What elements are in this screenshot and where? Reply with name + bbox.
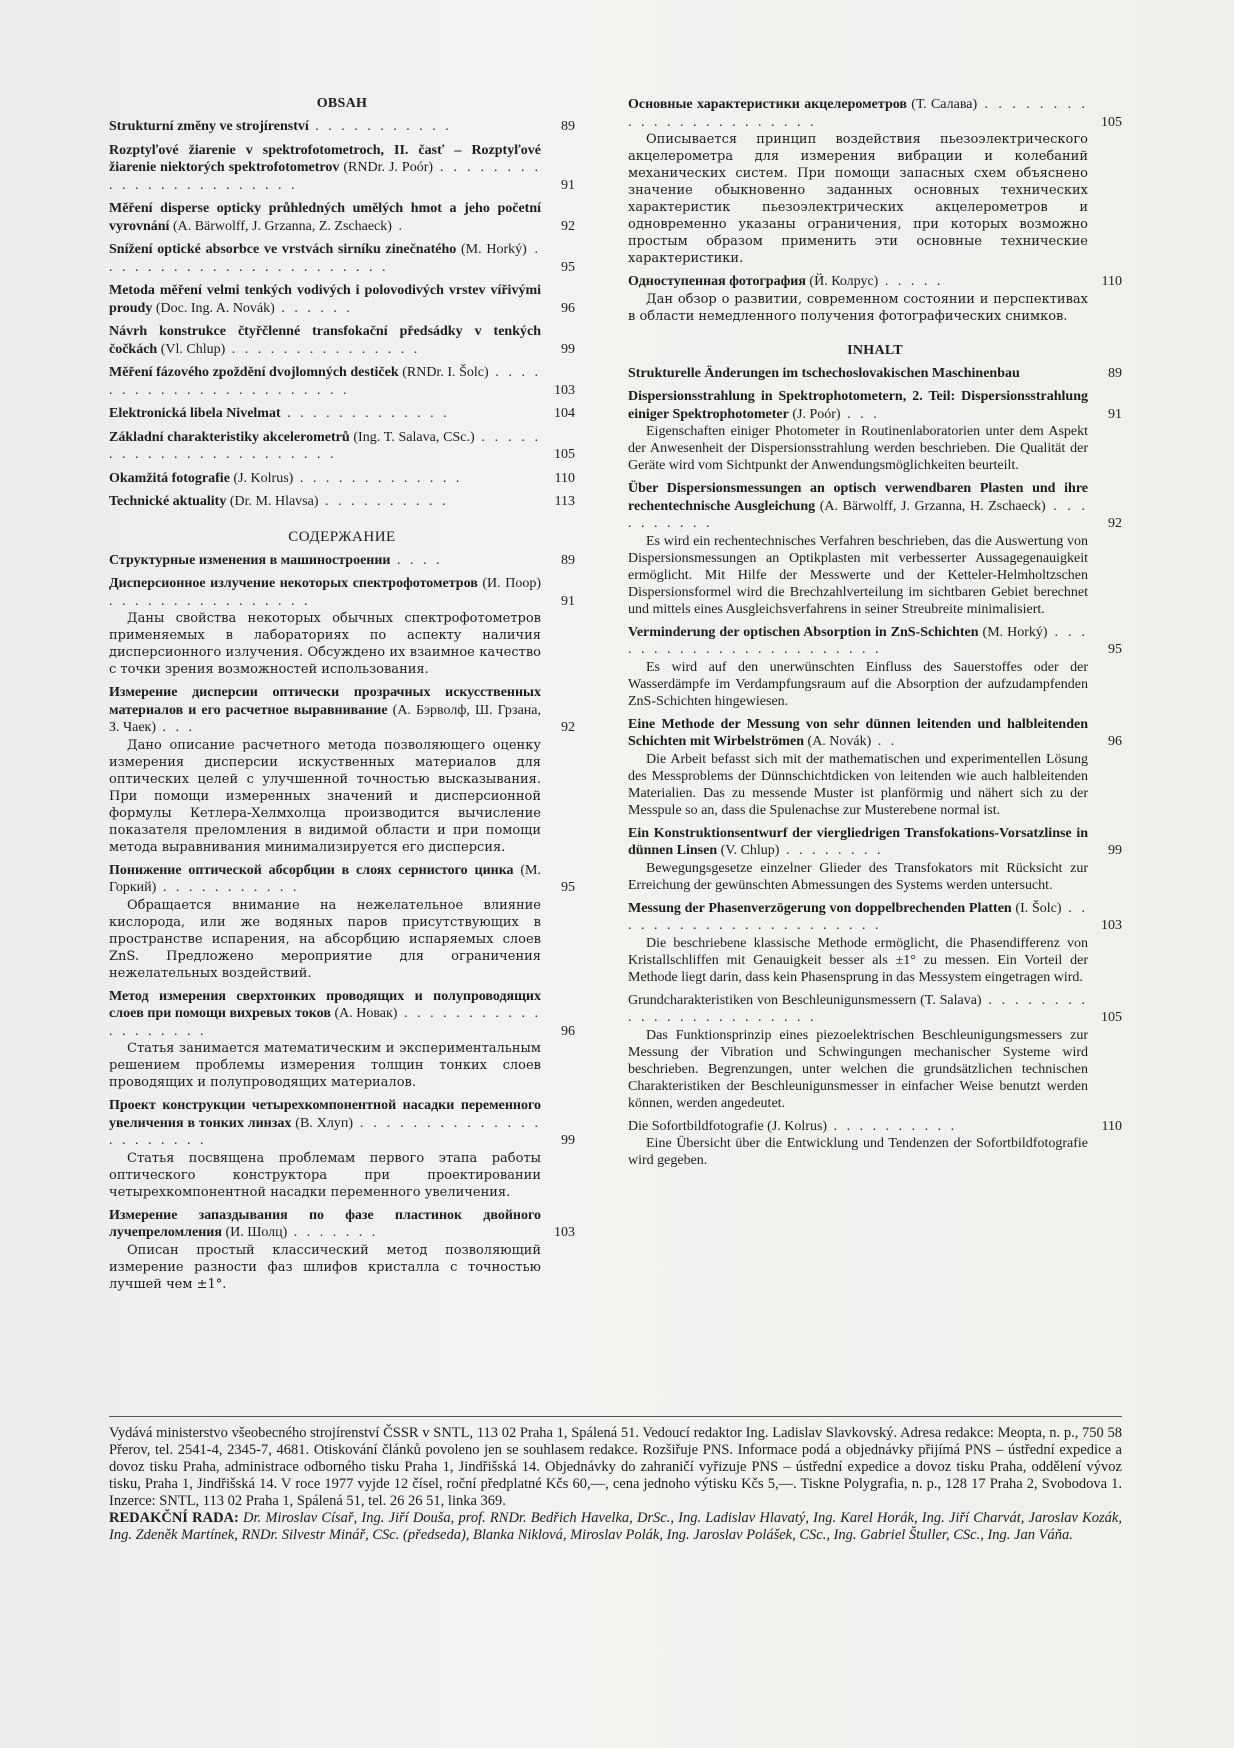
toc-page-number: 89 <box>1108 365 1122 381</box>
toc-entry-line <box>109 862 575 897</box>
editorial-board-members: Dr. Miroslav Císař, Ing. Jiří Douša, prof. RNDr. Bedřich Havelka, DrSc., Ing. Ladislav Hlavatý, Ing. Karel Horák, Ing. Jiří Charvát, Jaroslav Kozák, Ing. Zdeněk Martínek, RNDr. Silvestr Minář, CSc. (předseda), Blanka Niklová, Miroslav Polák, Ing. Jaroslav Polášek, CSc., Ing. Gabriel Štuller, CSc., Ing. Jan Váňa. <box>109 1510 1122 1543</box>
toc-entry <box>628 992 1122 1112</box>
toc-page-number: 105 <box>554 447 575 462</box>
toc-entry-abstract: Eine Übersicht über die Entwicklung und Tendenzen der Sofortbildfotografie wird gegeben. <box>628 1136 1088 1168</box>
toc-entry-title <box>109 364 541 399</box>
toc-leader-dots: . . . <box>156 720 196 735</box>
toc-page-number: 103 <box>1101 918 1122 933</box>
toc-entry-author: (А. Бэрволф, Ш. Грзана, З. Чаек) <box>109 702 541 735</box>
toc-leader-dots: . . . . . . . <box>287 1225 379 1240</box>
toc-page-number: 91 <box>561 593 575 609</box>
toc-entry-author: (A. Novák) <box>804 734 872 749</box>
toc-entry-bold-title: Über Dispersionsmessungen an optisch verwendbaren Plasten und ihre rechentechnische Ausgleichung <box>628 481 1088 514</box>
toc-entry <box>628 480 1122 618</box>
toc-entry <box>109 988 575 1092</box>
toc-entry-bold-title: Návrh konstrukce čtyřčlenné transfokační předsádky v tenkých čočkách <box>109 324 541 357</box>
toc-leader-dots: . . . . . . . . . . . . . . . <box>225 341 421 357</box>
toc-entry <box>109 429 575 464</box>
toc-entry-title <box>109 241 541 276</box>
toc-leader-dots: . . . . . . . . . . . . . . . . . . . . . . <box>109 1115 542 1148</box>
toc-entry-bold-title: Метод измерения сверхтонких проводящих и полупроводящих слоев при помощи вихревых токов <box>109 988 541 1021</box>
toc-leader-dots: . . . . . . . . . . . . . . . . . . . . . . <box>628 900 1089 933</box>
toc-entry-bold-title: Okamžitá fotografie <box>109 470 230 486</box>
toc-entry-author: (J. Kolrus) <box>229 470 294 486</box>
toc-leader-dots: . . . . . . . . . . . . . . . . . . . . . . . <box>628 624 1089 657</box>
toc-entry-bold-title: Strukturní změny ve strojírenství <box>109 119 309 134</box>
toc-entry-line <box>109 493 575 511</box>
toc-entry-title <box>109 429 541 464</box>
toc-entry-title <box>109 988 541 1041</box>
toc-entry-author: (И. Поор) <box>477 576 541 591</box>
toc-entry-author: (I. Šolc) <box>1011 900 1062 916</box>
toc-entry <box>109 241 575 276</box>
toc-leader-dots: . <box>391 218 405 234</box>
toc-entry-title <box>628 900 1088 935</box>
toc-entry-title <box>109 200 541 235</box>
toc-entry-title <box>109 684 541 737</box>
toc-leader-dots: . . <box>871 734 898 749</box>
toc-leader-dots: . . . . . . . . . . . . . . . . . . . . . . . <box>109 365 542 398</box>
toc-entry-line <box>109 200 575 235</box>
toc-entry <box>109 118 575 136</box>
toc-leader-dots: . . . . . . . . . . . <box>308 119 452 134</box>
toc-entry-title <box>109 575 541 610</box>
toc-entry-line <box>109 118 575 136</box>
toc-entry-author: (RNDr. I. Šolc) <box>398 365 489 380</box>
toc-page-number: 105 <box>1101 114 1122 130</box>
toc-entry-bold-title: Snížení optické absorbce ve vrstvách sirníku zinečnatého <box>109 242 457 257</box>
toc-entry <box>109 684 575 856</box>
toc-entry-line <box>109 1207 575 1242</box>
toc-entry-line <box>109 1097 575 1150</box>
toc-leader-dots: . . . . . . . . . . . <box>156 880 300 895</box>
toc-entry-author: (M. Horký) <box>456 242 527 257</box>
toc-page-number: 110 <box>1101 274 1122 289</box>
toc-leader-dots: . . . . . . . . . . . . . . . . <box>109 593 311 609</box>
toc-entry-line <box>109 429 575 464</box>
soderzhanie-continued-list <box>628 96 1122 325</box>
toc-leader-dots: . . . . . . . . . . . . . <box>293 470 463 486</box>
toc-leader-dots: . . . . . . . . . . . . . . . . . . . <box>109 1006 541 1039</box>
toc-entry-title <box>628 992 1088 1027</box>
toc-entry-abstract: Описывается принцип воздействия пьезоэлектрического акцелерометра для измерения вибрации и колебаний механических систем. При помощи запасных схем объяснено значение обыкновенно заданных основных технических характеристик пьезоэлектрических акцелерометров и одновременно указаны ограничения, при которых возможно простым образом применить эти основные технические характеристики. <box>628 132 1088 266</box>
toc-leader-dots: . . . . . . . . . . <box>318 494 449 509</box>
toc-entry-bold-title: Měření fázového zpoždění dvojlomných destiček <box>109 365 399 380</box>
right-column <box>628 96 1122 1175</box>
toc-entry-title <box>628 388 1088 423</box>
editorial-board <box>109 1510 1122 1544</box>
toc-entry-abstract: Eigenschaften einiger Photometer in Routinenlaboratorien unter dem Aspekt der Anwesenheit der Dispersionsstrahlung werden beschrieben. Die Qualität der Geräte wird vom Sichtpunkt der Anwendungsmöglichkeiten beurteilt. <box>628 424 1088 473</box>
toc-page-number: 95 <box>561 880 575 895</box>
toc-entry-bold-title: Структурные изменения в машиностроении <box>109 552 391 568</box>
toc-entry <box>628 273 1122 325</box>
toc-page-number: 96 <box>561 1023 575 1039</box>
toc-entry-author: (М. Горкий) <box>109 862 541 895</box>
toc-entry <box>109 405 575 423</box>
toc-entry-bold-title: Измерение дисперсии оптически прозрачных искусственных материалов и его расчетное выравнивание <box>109 685 541 718</box>
toc-entry-bold-title: Messung der Phasenverzögerung von doppelbrechenden Platten <box>628 900 1012 916</box>
toc-entry-abstract: Описан простый классический метод позволяющий измерение разности фаз шлифов кристалла с точностью лучшей чем ±1°. <box>109 1242 541 1292</box>
toc-entry-author: (V. Chlup) <box>717 843 780 858</box>
toc-entry-bold-title: Měření disperse opticky průhledných umělých hmot a jeho početní vyrovnání <box>109 201 541 234</box>
toc-page-number: 92 <box>1108 516 1122 531</box>
toc-entry-abstract: Es wird ein rechentechnisches Verfahren beschrieben, das die Auswertung von Dispersionsmessungen an Optikplasten mit verbesserter Aussagegenauigkeit ermöglicht. Mit Hilfe der Messwerte und der Ketteler-Helmholtzschen Dispersionsformel wird die Brechzahlverteilung im sichtbaren Gebiet berechnet und mittels eines Ausgleichsverfahrens in seiner Streubreite minimalisiert. <box>628 533 1088 617</box>
toc-entry-line <box>628 96 1122 131</box>
toc-entry-abstract: Обращается внимание на нежелательное влияние кислорода, или же водяных паров присутствующих в пространстве испарения, на абсорбцию испаряемых слоев ZnS. Предложено мероприятие для ограничения нежелательных воздействий. <box>109 897 541 981</box>
toc-entry-line <box>109 364 575 399</box>
toc-entry <box>109 1097 575 1201</box>
toc-entry-line <box>628 900 1122 935</box>
toc-entry <box>628 900 1122 986</box>
imprint <box>109 1425 1122 1544</box>
toc-entry-author: Grundcharakteristiken von Beschleunigunsmessern (T. Salava) <box>628 992 982 1008</box>
toc-entry <box>628 96 1122 267</box>
toc-entry <box>628 388 1122 474</box>
editorial-board-label: REDAKČNÍ RADA: <box>109 1510 239 1526</box>
toc-entry-bold-title: Technické aktuality <box>109 494 227 509</box>
toc-entry-title <box>109 282 541 317</box>
toc-entry-line <box>109 470 575 488</box>
toc-page-number: 105 <box>1101 1010 1122 1025</box>
toc-entry-author: (Й. Колрус) <box>805 274 879 289</box>
toc-entry <box>628 825 1122 894</box>
toc-entry-line <box>628 992 1122 1027</box>
toc-entry-abstract: Дано описание расчетного метода позволяющего оценку измерения дисперсии искуственных материалов для оптических целей с улучшенной точностью высказывания. При помощи измеренных значений и дисперсионной формулы Кетлера-Хелмхолца производится вычисление показателя преломления в видимой области и при помощи метода выравнивания минимализируется его дисперсия. <box>109 737 541 855</box>
left-column <box>109 96 575 1299</box>
toc-entry-line <box>109 323 575 358</box>
toc-entry-abstract: Статья занимается математическим и экспериментальным решением проблемы измерения толщин тонких слоев проводящих и полупроводящих материалов. <box>109 1041 541 1090</box>
toc-entry-title <box>628 624 1088 659</box>
toc-entry <box>109 552 575 570</box>
toc-entry <box>628 365 1122 383</box>
toc-entry-line <box>628 1118 1122 1136</box>
toc-entry-abstract: Даны свойства некоторых обычных спектрофотометров применяемых в лабораториях по аспекту наличия дисперсионного излучения. Обсуждено их взаимное качество с точки зрения возможностей использования. <box>109 611 541 677</box>
toc-page-number: 104 <box>554 406 575 421</box>
toc-entry-author: (Vl. Chlup) <box>157 341 226 357</box>
toc-leader-dots: . . . . . . . . . . . . . . . . . . . . . . . <box>628 97 1088 130</box>
toc-entry-abstract: Статья посвящена проблемам первого этапа работы оптического конструктора при проектировании четырехкомпонентной насадки переменного увеличения. <box>109 1150 541 1200</box>
toc-entry-bold-title: Проект конструкции четырехкомпонентной насадки переменного увеличения в тонких линзах <box>109 1098 541 1131</box>
toc-entry-bold-title: Metoda měření velmi tenkých vodivých i polovodivých vrstev vířivými proudy <box>109 283 541 316</box>
toc-leader-dots: . . . . . . . . . . <box>628 498 1088 531</box>
toc-entry-bold-title: Измерение запаздывания по фазе пластинок двойного лучепреломления <box>109 1207 541 1240</box>
toc-entry-line <box>109 282 575 317</box>
inhalt-list <box>628 365 1122 1170</box>
toc-page-number: 89 <box>561 119 575 134</box>
toc-entry-title <box>109 493 541 511</box>
toc-entry-title <box>109 142 541 195</box>
toc-page-number: 89 <box>561 552 575 568</box>
toc-entry-bold-title: Strukturelle Änderungen im tschechoslovakischen Maschinenbau <box>628 365 1020 381</box>
toc-entry-bold-title: Дисперсионное излучение некоторых спектрофотометров <box>109 576 478 591</box>
toc-entry-line <box>628 716 1122 751</box>
toc-entry-line <box>628 825 1122 860</box>
toc-entry-title <box>628 825 1088 860</box>
toc-entry-title <box>109 118 541 136</box>
toc-entry-author: (J. Poór) <box>788 406 841 422</box>
toc-entry-title <box>628 480 1088 533</box>
toc-page-number: 99 <box>561 341 575 357</box>
toc-page-number: 103 <box>554 1225 575 1240</box>
toc-entry <box>109 200 575 235</box>
toc-entry-bold-title: Verminderung der optischen Absorption in ZnS-Schichten <box>628 624 979 640</box>
toc-leader-dots: . . . . . . . . . . . . . . . . . . . . . . . <box>109 429 542 462</box>
toc-entry <box>628 1118 1122 1170</box>
toc-page-number: 92 <box>561 720 575 735</box>
toc-entry-author: (Dr. M. Hlavsa) <box>226 494 319 509</box>
toc-page-number: 110 <box>1101 1118 1122 1134</box>
toc-page-number: 91 <box>561 177 575 193</box>
publisher-info: Vydává ministerstvo všeobecného strojírenství ČSSR v SNTL, 113 02 Praha 1, Spálená 51. Vedoucí redaktor Ing. Ladislav Slavkovský. Adresa redakce: Meopta, n. p., 750 58 Přerov, tel. 2541-4, 2345-7, 4681. Otiskování článků povoleno jen se souhlasem redakce. Rozšiřuje PNS. Informace podá a objednávky přijímá PNS – ústřední expedice a dovoz tisku Praha, administrace odborného tisku Praha 1, Jindřišská 14. Objednávky do zahraničí vyřizuje PNS – ústřední expedice a dovoz tisku Praha, oddělení vývoz tisku, Praha 1, Jindřišská 14. V roce 1977 vyjde 12 čísel, roční předplatné Kčs 60,—, cena jednoho výtisku Kčs 5,—. Tiskne Polygrafia, n. p., 128 17 Praha 2, Svobodova 1. Inzerce: SNTL, 113 02 Praha 1, Spálená 51, tel. 26 26 51, linka 369. <box>109 1425 1122 1509</box>
toc-entry <box>109 575 575 678</box>
toc-entry-author: (A. Bärwolff, J. Grzanna, H. Zschaeck) <box>815 498 1046 514</box>
toc-entry-bold-title: Základní charakteristiky akcelerometrů <box>109 429 350 445</box>
toc-page-number: 113 <box>554 494 575 509</box>
toc-entry-author: (Ing. T. Salava, CSc.) <box>349 429 475 445</box>
toc-entry-author: (A. Bärwolff, J. Grzanna, Z. Zschaeck) <box>169 218 392 234</box>
toc-entry-title <box>628 273 1088 291</box>
toc-entry-line <box>628 388 1122 423</box>
footer-divider <box>109 1416 1122 1417</box>
inhalt-heading: INHALT <box>847 342 903 358</box>
toc-entry-title <box>628 1118 1088 1136</box>
toc-entry-bold-title: Eine Methode der Messung von sehr dünnen leitenden und halbleitenden Schichten mit Wirbelströmen <box>628 716 1088 749</box>
toc-leader-dots: . . . . . . . . . . . . . . . . . . . . . . . <box>109 242 542 275</box>
toc-entry-abstract: Die Arbeit befasst sich mit der mathematischen und experimentellen Lösung des Messproblems der Dünnschichtdicken von leitenden wie auch halbleitenden Materialien. Das zu messende Muster ist planförmig und nähert sich zu der Messpule so an, dass die Spulenachse zur Musterebene normal ist. <box>628 751 1088 818</box>
toc-entry-title <box>109 862 541 897</box>
toc-entry-bold-title: Rozptyľové žiarenie v spektrofotometroch, II. časť – Rozptyľové žiarenie niektorých spektrofotometrov <box>109 142 541 175</box>
toc-entry-line <box>109 142 575 195</box>
toc-entry-title <box>109 1207 541 1242</box>
toc-entry-line <box>109 988 575 1041</box>
toc-entry <box>109 862 575 982</box>
toc-entry-line <box>109 552 575 570</box>
toc-entry-abstract: Дан обзор о развитии, современном состоянии и перспективах в области немедленного получения фотографических снимков. <box>628 291 1088 324</box>
toc-entry-title <box>628 365 1088 383</box>
toc-entry <box>109 493 575 511</box>
obsah-heading: OBSAH <box>316 96 368 111</box>
toc-leader-dots: . . . . <box>390 552 443 568</box>
toc-page-number: 103 <box>554 382 575 398</box>
toc-entry-abstract: Das Funktionsprinzip eines piezoelektrischen Beschleunigungsmessers zur Messung der Vibration und Schwingungen mechanischer Systeme wird beschrieben. Begrenzungen, unter welchen die grundsätzlichen technischen Charakteristiken der Beschleunigunsmesser in einfacher Weise benutzt werden können, werden angedeutet. <box>628 1027 1088 1111</box>
toc-entry-bold-title: Одноступенная фотография <box>628 274 806 289</box>
toc-leader-dots: . . . <box>840 406 880 422</box>
toc-entry <box>109 323 575 358</box>
toc-entry-abstract: Es wird auf den unerwünschten Einfluss des Sauerstoffes oder der Wasserdämpfe im Verdampfungsraum auf die Absorption der aufzudampfenden ZnS-Schichten hingewiesen. <box>628 659 1088 709</box>
toc-page-number: 99 <box>1108 843 1122 858</box>
toc-leader-dots: . . . . . . <box>274 300 353 316</box>
toc-entry-line <box>628 480 1122 533</box>
toc-entry-title <box>628 96 1088 131</box>
toc-page-number: 95 <box>1108 642 1122 657</box>
toc-leader-dots: . . . . . . . . <box>779 843 884 858</box>
toc-page-number: 92 <box>561 218 575 234</box>
toc-page-number: 99 <box>561 1133 575 1148</box>
toc-entry <box>109 282 575 317</box>
toc-entry <box>628 624 1122 710</box>
toc-entry-bold-title: Elektronická libela Nivelmat <box>109 406 281 421</box>
toc-entry <box>109 1207 575 1293</box>
toc-entry-bold-title: Ein Konstruktionsentwurf der viergliedrigen Transfokations-Vorsatzlinse in dünnen Linsen <box>628 825 1088 858</box>
toc-entry-author: (Doc. Ing. A. Novák) <box>152 300 275 316</box>
toc-entry-title <box>628 716 1088 751</box>
toc-entry-line <box>109 241 575 276</box>
toc-entry-title <box>109 405 541 423</box>
toc-entry-bold-title: Основные характеристики акцелерометров <box>628 97 907 112</box>
toc-page-number: 95 <box>561 259 575 275</box>
toc-entry-author: (А. Новак) <box>330 1006 398 1021</box>
toc-entry-author: (И. Шолц) <box>221 1225 288 1240</box>
toc-entry-line <box>109 684 575 737</box>
toc-entry-abstract: Bewegungsgesetze einzelner Glieder des Transfokators mit Rücksicht zur Erreichung der gewünschten Abmessungen des Systems werden untersucht. <box>628 860 1088 893</box>
soderzhanie-heading: СОДЕРЖАНИЕ <box>288 528 396 545</box>
toc-page-number: 96 <box>1108 734 1122 749</box>
toc-entry <box>628 716 1122 819</box>
toc-entry-title <box>109 1097 541 1150</box>
toc-entry-author: (В. Хлуп) <box>291 1115 353 1131</box>
toc-entry <box>109 470 575 488</box>
toc-entry-author: (M. Horký) <box>978 624 1048 640</box>
toc-entry-abstract: Die beschriebene klassische Methode ermöglicht, die Phasendifferenz von Kristallschliffen mit Genauigkeit besser als ±1° zu messen. Ein Vorteil der Methode liegt darin, dass kein Phasensprung in das Messystem eingetragen wird. <box>628 935 1088 985</box>
toc-page-number: 110 <box>554 470 575 486</box>
toc-entry-line <box>109 405 575 423</box>
toc-entry <box>109 364 575 399</box>
toc-page-number: 96 <box>561 300 575 316</box>
obsah-list <box>109 118 575 511</box>
toc-leader-dots: . . . . . <box>878 274 944 289</box>
toc-entry-title <box>109 323 541 358</box>
toc-entry-line <box>628 365 1122 383</box>
toc-entry <box>109 142 575 195</box>
toc-leader-dots: . . . . . . . . . . . . . . . . . . . . . . . <box>628 992 1089 1025</box>
toc-entry-line <box>628 624 1122 659</box>
toc-entry-title <box>109 470 541 488</box>
toc-entry-line <box>109 575 575 610</box>
toc-leader-dots: . . . . . . . . . . . . . . . . . . . . . . . <box>109 160 541 193</box>
soderzhanie-list <box>109 552 575 1293</box>
toc-entry-author: (RNDr. J. Poór) <box>339 160 434 175</box>
toc-entry-line <box>628 273 1122 291</box>
toc-leader-dots: . . . . . . . . . . . . . <box>280 406 450 421</box>
toc-entry-author: (Т. Салава) <box>906 97 978 112</box>
toc-entry-title <box>109 552 541 570</box>
toc-entry-author: Die Sofortbildfotografie (J. Kolrus) <box>628 1118 828 1134</box>
toc-entry-bold-title: Dispersionsstrahlung in Spektrophotometern, 2. Teil: Dispersionsstrahlung einiger Spektrophotometer <box>628 389 1088 422</box>
toc-entry-bold-title: Понижение оптической абсорбции в слоях сернистого цинка <box>109 862 514 878</box>
toc-page-number: 91 <box>1108 406 1122 422</box>
toc-leader-dots: . . . . . . . . . . <box>827 1118 958 1134</box>
